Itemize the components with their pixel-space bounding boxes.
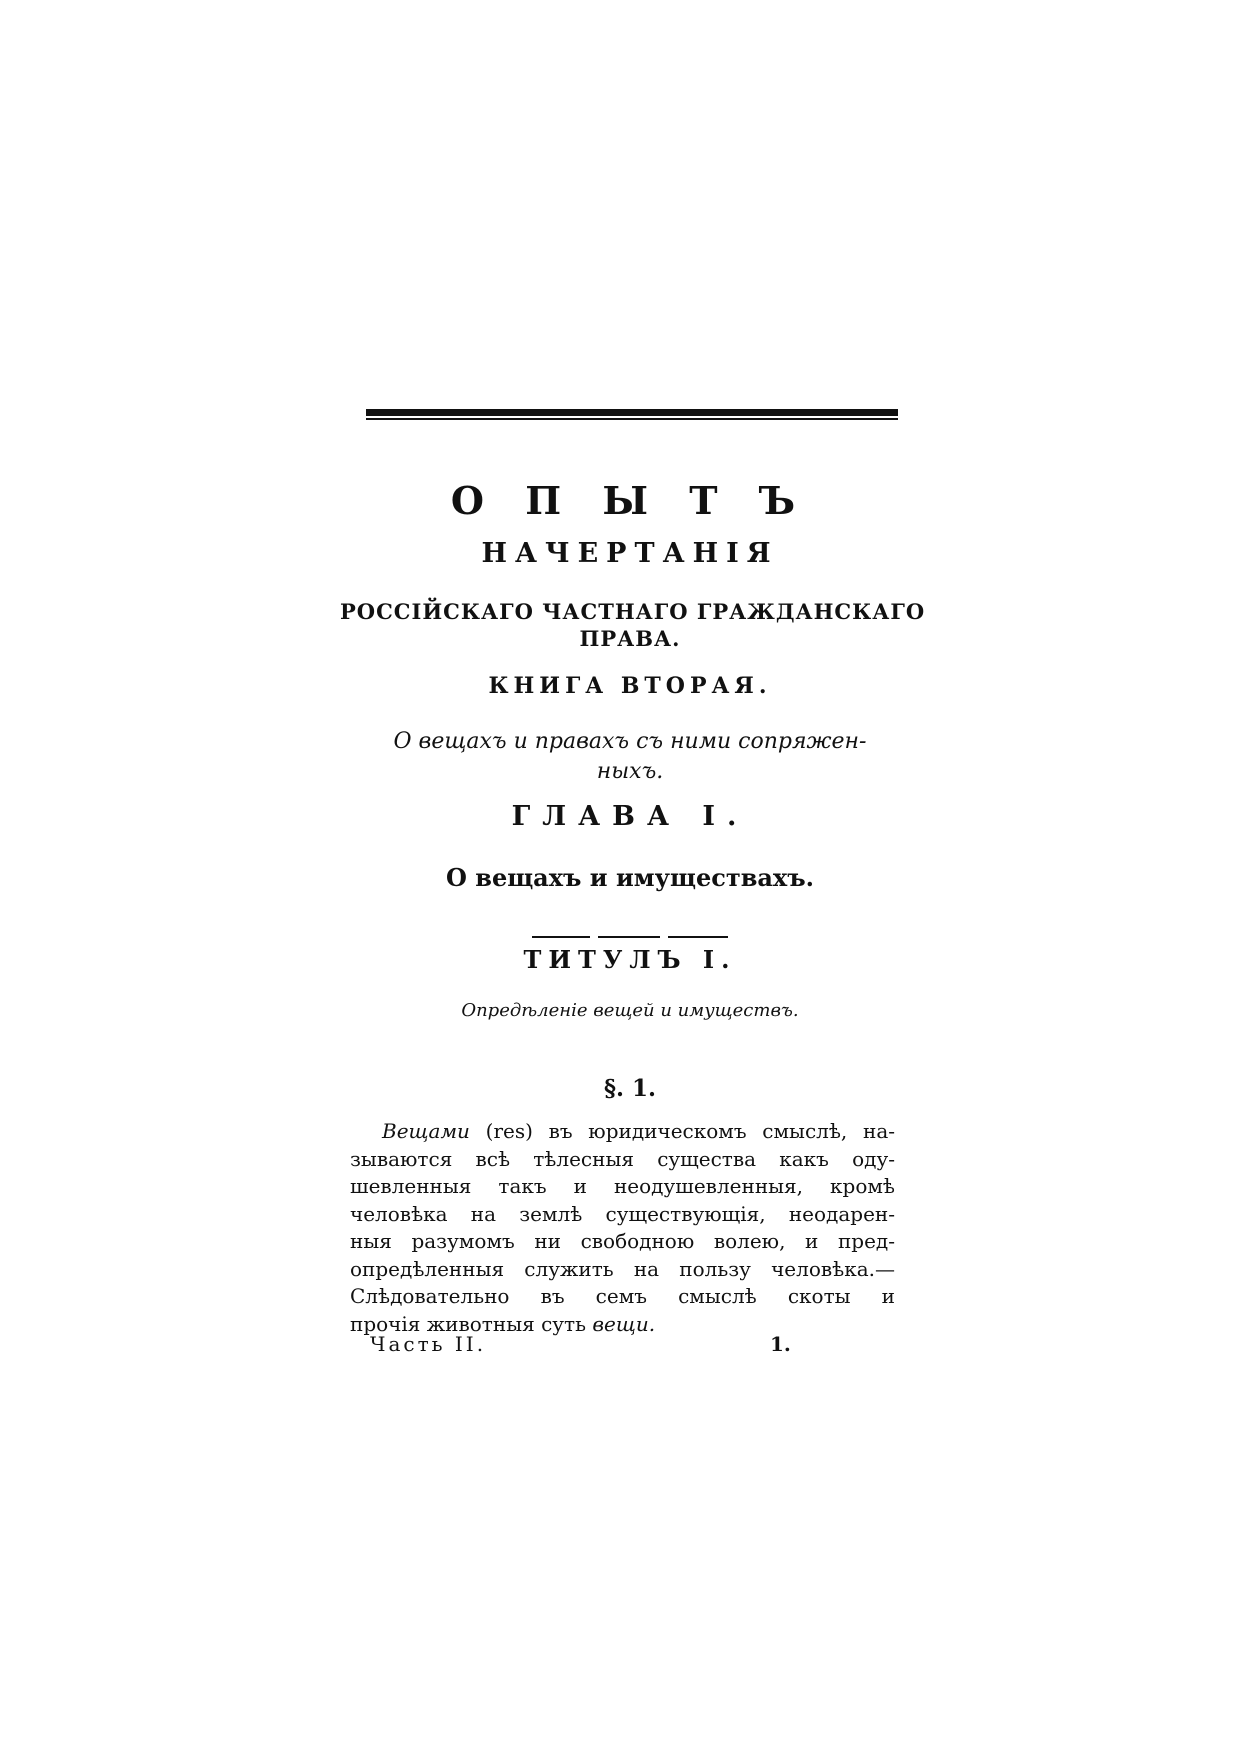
- body-paragraph: [350, 1118, 895, 1338]
- body-line: шевленныя такъ и неодушевленныя, кромѣ: [350, 1174, 895, 1198]
- main-title: О П Ы Т Ъ: [450, 478, 810, 523]
- body-line: зываются всѣ тѣлесныя существа какъ оду-: [350, 1146, 895, 1171]
- top-decorative-rule: [366, 409, 898, 421]
- book-label: КНИГА ВТОРАЯ.: [488, 673, 772, 699]
- body-line: Слѣдовательно въ семъ смыслѣ скоты и: [350, 1284, 895, 1308]
- title-line-three-b: ПРАВА.: [579, 626, 681, 651]
- book-subtitle-b: ныхъ.: [596, 759, 664, 784]
- body-line: ныя разумомъ ни свободною волею, и пред-: [350, 1229, 895, 1253]
- chapter-subtitle: О вещахъ и имуществахъ.: [446, 863, 814, 892]
- book-subtitle: [340, 727, 920, 787]
- body-last-word: вещи.: [592, 1311, 656, 1336]
- body-first-word: Вещами: [382, 1119, 470, 1143]
- title-line-three-a: РОССІЙСКАГО ЧАСТНАГО ГРАЖДАНСКАГО: [340, 599, 926, 624]
- titul-subtitle: Опредѣленіе вещей и имуществъ.: [461, 1000, 799, 1021]
- body-line: [350, 1118, 895, 1146]
- body-line: человѣка на землѣ существующія, неодарен-: [350, 1201, 895, 1226]
- book-subtitle-a: О вещахъ и правахъ съ ними сопряжен-: [393, 729, 867, 754]
- titul-label: ТИТУЛЪ І.: [523, 945, 737, 974]
- footer-part-label: Часть II.: [370, 1332, 487, 1356]
- section-mark: §. 1.: [603, 1075, 657, 1102]
- body-line-one-rest: (res) въ юридическомъ смыслѣ, на-: [485, 1119, 895, 1143]
- body-last-line-start: прочія животныя суть: [350, 1311, 587, 1336]
- title-line-three: [340, 598, 926, 652]
- chapter-label: ГЛАВА І.: [511, 801, 749, 832]
- main-subtitle: НАЧЕРТАНІЯ: [481, 538, 779, 569]
- footer-signature-mark: 1.: [770, 1332, 791, 1356]
- body-line: опредѣленныя служить на пользу человѣка.—: [350, 1256, 895, 1281]
- middle-divider: [532, 924, 728, 928]
